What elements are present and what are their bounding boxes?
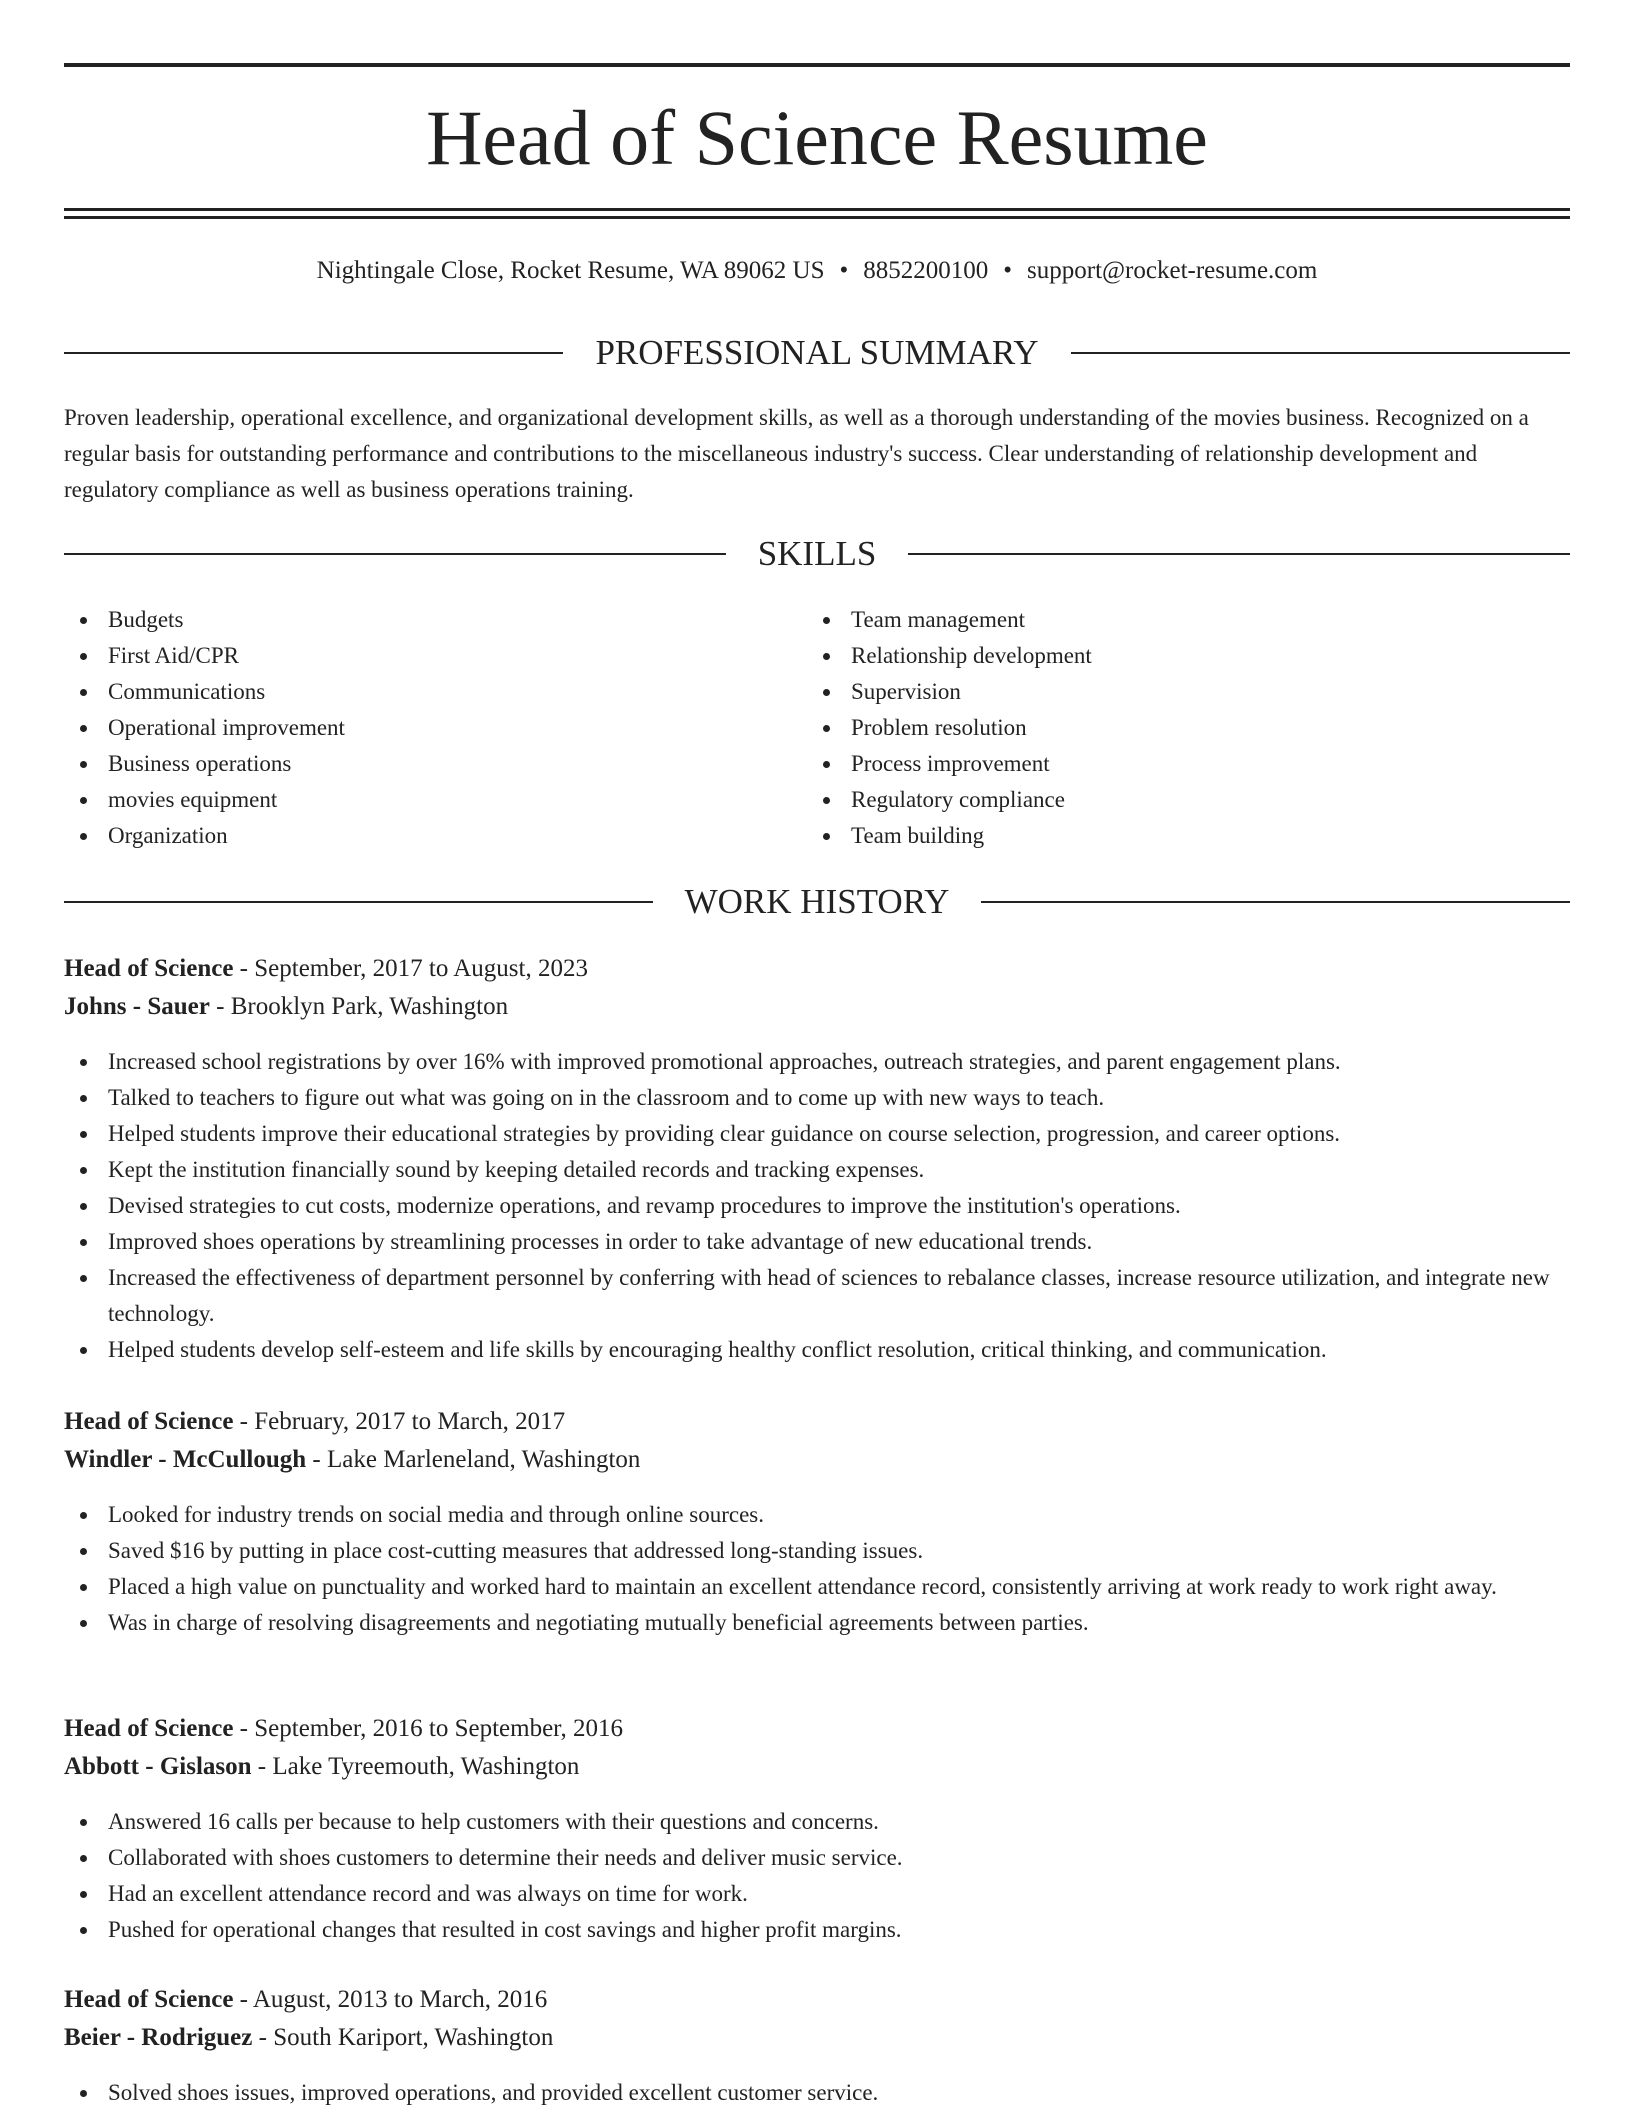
skill-label: Regulatory compliance [851, 787, 1065, 812]
skill-label: First Aid/CPR [108, 643, 240, 668]
job-entry [64, 1403, 1570, 1635]
summary-text: Proven leadership, operational excellence, and organizational development skills, as well as a thorough understanding of the movies business. Recognized on a regular basis for outstanding performance and contributions to the miscellaneous industry's success. Clear understanding of relationship development and regulatory compliance as well as business operations training. [64, 405, 1529, 502]
bullet-icon [80, 725, 87, 732]
job-bullets [64, 1804, 1570, 1948]
skill-item [807, 710, 1507, 746]
job-bullets [64, 2075, 1570, 2111]
job-company-line [64, 1748, 1570, 1786]
bullet-icon [823, 653, 830, 660]
job-title-line [64, 1403, 1570, 1441]
skill-label: Process improvement [851, 751, 1050, 776]
bullet-icon [80, 1167, 87, 1174]
section-header-skills [64, 532, 1570, 576]
bullet-icon [80, 1203, 87, 1210]
bullet-icon [80, 653, 87, 660]
job-dates: - September, 2016 to September, 2016 [233, 1715, 624, 1742]
skill-label: Business operations [108, 751, 292, 776]
bullet-icon [80, 761, 87, 768]
skill-label: Team building [851, 823, 985, 848]
bullet-icon [823, 797, 830, 804]
section-rule-right [981, 901, 1570, 903]
skill-item [64, 638, 764, 674]
bullet-icon [80, 1891, 87, 1898]
bullet-icon [80, 1059, 87, 1066]
section-title-summary: PROFESSIONAL SUMMARY [595, 333, 1039, 372]
job-bullet [64, 1260, 1570, 1332]
job-company-line [64, 988, 1570, 1026]
skill-item [807, 746, 1507, 782]
section-header-summary [64, 331, 1570, 375]
contact-separator: • [1003, 257, 1013, 284]
skill-item [807, 818, 1507, 854]
bullet-icon [80, 2090, 87, 2097]
contact-phone: 8852200100 [863, 257, 989, 284]
section-rule-left [64, 352, 563, 354]
job-company-line [64, 2019, 1570, 2057]
bullet-icon [823, 617, 830, 624]
bullet-icon [80, 617, 87, 624]
job-bullet-text: Was in charge of resolving disagreements and negotiating mutually beneficial agreements between parties. [108, 1610, 1089, 1635]
job-bullet-text: Improved shoes operations by streamlining processes in order to take advantage of new educational trends. [108, 1229, 1093, 1254]
skill-item [807, 602, 1507, 638]
job-company: Beier - Rodriguez [64, 2024, 253, 2051]
job-company: Windler - McCullough [64, 1446, 307, 1473]
job-title: Head of Science [64, 1408, 234, 1435]
job-bullet [64, 1569, 1570, 1605]
job-bullet [64, 1080, 1570, 1116]
job-entry [64, 1981, 1570, 2105]
job-bullet-text: Devised strategies to cut costs, modernize operations, and revamp procedures to improve the institution's operations. [108, 1193, 1181, 1218]
job-location: - Lake Tyreemouth, Washington [251, 1753, 580, 1780]
job-bullet [64, 1116, 1570, 1152]
job-location: - Brooklyn Park, Washington [209, 993, 509, 1020]
job-bullet-text: Looked for industry trends on social media and through online sources. [108, 1502, 764, 1527]
job-title: Head of Science [64, 1715, 234, 1742]
job-bullet-text: Increased school registrations by over 16% with improved promotional approaches, outreach strategies, and parent engagement plans. [108, 1049, 1341, 1074]
job-title-line [64, 950, 1570, 988]
contact-address: Nightingale Close, Rocket Resume, WA 89062 US [316, 257, 825, 284]
skill-item [64, 674, 764, 710]
bullet-icon [80, 1347, 87, 1354]
skill-item [807, 638, 1507, 674]
bullet-icon [80, 833, 87, 840]
skill-item [807, 782, 1507, 818]
job-bullet-text: Kept the institution financially sound by keeping detailed records and tracking expenses. [108, 1157, 925, 1182]
section-title-work: WORK HISTORY [684, 882, 950, 921]
skill-label: Organization [108, 823, 228, 848]
job-location: - Lake Marleneland, Washington [306, 1446, 641, 1473]
skills-column-left [64, 602, 764, 854]
resume-title: Head of Science Resume [426, 94, 1208, 181]
skill-label: Communications [108, 679, 266, 704]
job-dates: - August, 2013 to March, 2016 [233, 1986, 548, 2013]
contact-line [64, 254, 1570, 288]
bullet-icon [823, 689, 830, 696]
job-title: Head of Science [64, 955, 234, 982]
job-bullet [64, 1152, 1570, 1188]
job-bullet-text: Increased the effectiveness of department personnel by conferring with head of sciences to rebalance classes, increase resource utilization, and integrate new technology. [108, 1265, 1550, 1326]
job-bullet-text: Placed a high value on punctuality and worked hard to maintain an excellent attendance record, consistently arriving at work ready to work right away. [108, 1574, 1497, 1599]
job-bullet [64, 1224, 1570, 1260]
contact-separator: • [839, 257, 849, 284]
title-rule-upper [64, 208, 1570, 211]
job-title-line [64, 1981, 1570, 2019]
skill-item [64, 782, 764, 818]
job-entry [64, 1710, 1570, 1942]
job-title-line [64, 1710, 1570, 1748]
job-bullet [64, 1332, 1570, 1368]
bullet-icon [80, 1819, 87, 1826]
skill-label: movies equipment [108, 787, 278, 812]
skill-item [64, 602, 764, 638]
job-bullet-text: Had an excellent attendance record and was always on time for work. [108, 1881, 748, 1906]
job-bullet [64, 2075, 1570, 2111]
skill-label: Supervision [851, 679, 961, 704]
job-bullet [64, 1188, 1570, 1224]
job-bullet-text: Pushed for operational changes that resulted in cost savings and higher profit margins. [108, 1917, 902, 1942]
skill-label: Budgets [108, 607, 184, 632]
job-location: - South Kariport, Washington [252, 2024, 554, 2051]
job-title: Head of Science [64, 1986, 234, 2013]
title-rule-lower [64, 216, 1570, 219]
skill-item [64, 710, 764, 746]
job-entry [64, 950, 1570, 1362]
bullet-icon [823, 761, 830, 768]
job-bullet-text: Collaborated with shoes customers to determine their needs and deliver music service. [108, 1845, 903, 1870]
job-bullet-text: Answered 16 calls per because to help customers with their questions and concerns. [108, 1809, 879, 1834]
bullet-icon [80, 1620, 87, 1627]
bullet-icon [80, 797, 87, 804]
job-bullet-text: Helped students improve their educational strategies by providing clear guidance on course selection, progression, and career options. [108, 1121, 1341, 1146]
skill-item [64, 746, 764, 782]
job-bullet-text: Talked to teachers to figure out what was going on in the classroom and to come up with new ways to teach. [108, 1085, 1105, 1110]
bullet-icon [823, 725, 830, 732]
bullet-icon [80, 1855, 87, 1862]
contact-email: support@rocket-resume.com [1027, 257, 1318, 284]
job-bullet-text: Helped students develop self-esteem and life skills by encouraging healthy conflict resolution, critical thinking, and communication. [108, 1337, 1327, 1362]
skill-label: Team management [851, 607, 1026, 632]
job-bullet [64, 1533, 1570, 1569]
job-company-line [64, 1441, 1570, 1479]
top-rule [64, 63, 1570, 67]
job-bullet [64, 1912, 1570, 1948]
skills-column-right [807, 602, 1507, 854]
job-company: Johns - Sauer [64, 993, 210, 1020]
bullet-icon [823, 833, 830, 840]
job-company: Abbott - Gislason [64, 1753, 252, 1780]
job-bullet [64, 1497, 1570, 1533]
skill-item [64, 818, 764, 854]
job-bullets [64, 1497, 1570, 1641]
skill-label: Relationship development [851, 643, 1092, 668]
bullet-icon [80, 1512, 87, 1519]
section-rule-left [64, 901, 653, 903]
job-bullet [64, 1876, 1570, 1912]
bullet-icon [80, 1275, 87, 1282]
bullet-icon [80, 1548, 87, 1555]
skill-label: Problem resolution [851, 715, 1027, 740]
bullet-icon [80, 1239, 87, 1246]
job-bullet [64, 1804, 1570, 1840]
section-title-skills: SKILLS [757, 534, 877, 573]
section-rule-left [64, 553, 726, 555]
section-rule-right [908, 553, 1570, 555]
job-bullet [64, 1840, 1570, 1876]
bullet-icon [80, 1584, 87, 1591]
skill-label: Operational improvement [108, 715, 345, 740]
bullet-icon [80, 1927, 87, 1934]
section-rule-right [1071, 352, 1570, 354]
job-dates: - February, 2017 to March, 2017 [233, 1408, 566, 1435]
job-bullet-text: Saved $16 by putting in place cost-cutting measures that addressed long-standing issues. [108, 1538, 924, 1563]
bullet-icon [80, 1131, 87, 1138]
job-dates: - September, 2017 to August, 2023 [233, 955, 588, 982]
job-bullet [64, 1605, 1570, 1641]
job-bullets [64, 1044, 1570, 1368]
bullet-icon [80, 1095, 87, 1102]
section-header-work [64, 880, 1570, 924]
job-bullet-text: Solved shoes issues, improved operations, and provided excellent customer service. [108, 2080, 879, 2105]
bullet-icon [80, 689, 87, 696]
job-bullet [64, 1044, 1570, 1080]
skill-item [807, 674, 1507, 710]
